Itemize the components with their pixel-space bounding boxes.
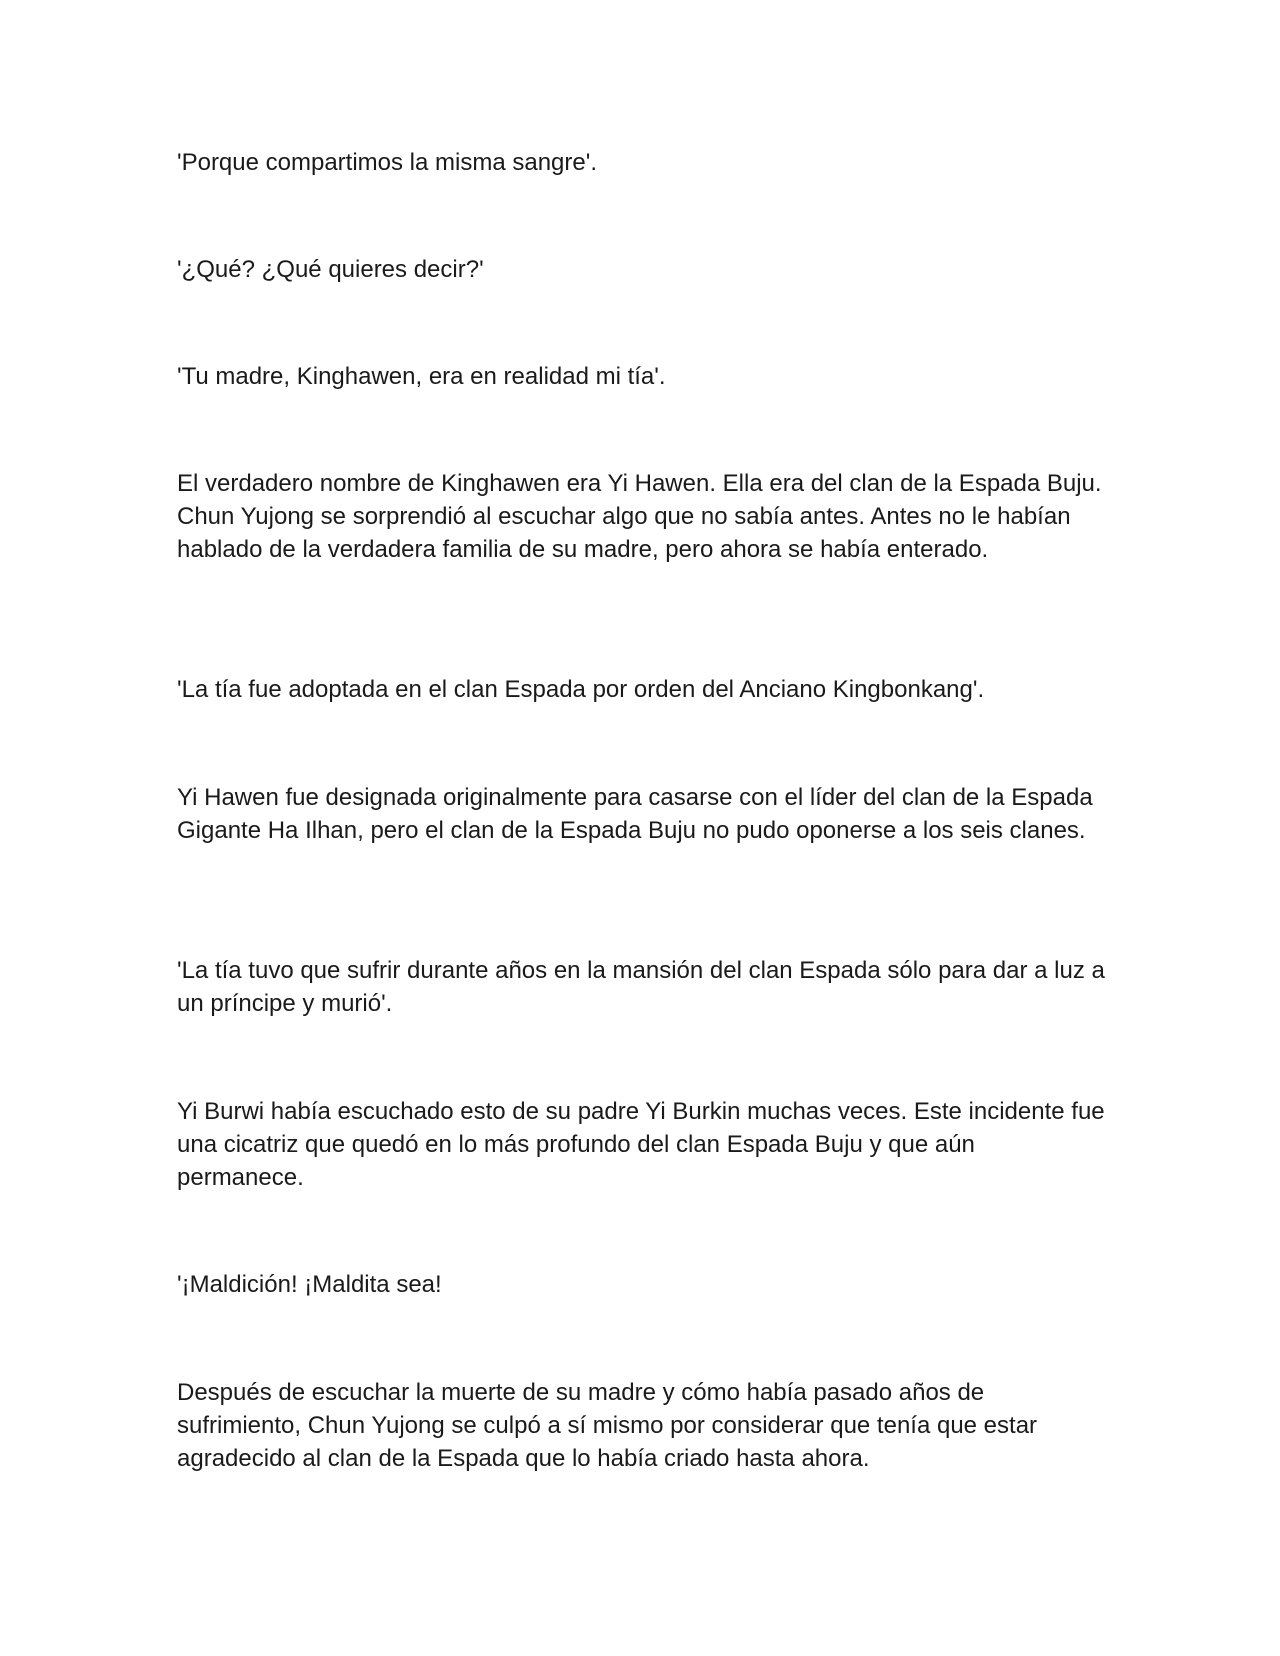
paragraph-8: Yi Burwi había escuchado esto de su padre Yi Burkin muchas veces. Este incidente fue una cicatriz que quedó en lo más profundo del clan Espada Buju y que aún permanece.	[177, 1098, 1105, 1191]
paragraph-10: Después de escuchar la muerte de su madre y cómo había pasado años de sufrimiento, Chun Yujong se culpó a sí mismo por considerar que tenía que estar agradecido al clan de la Espada que lo había criado hasta ahora.	[177, 1379, 1038, 1472]
paragraph-7: 'La tía tuvo que sufrir durante años en la mansión del clan Espada sólo para dar a luz a un príncipe y murió'.	[177, 957, 1105, 1017]
paragraph-6: Yi Hawen fue designada originalmente para casarse con el líder del clan de la Espada Gigante Ha Ilhan, pero el clan de la Espada Buju no pudo oponerse a los seis clanes.	[177, 784, 1093, 844]
paragraph-2: '¿Qué? ¿Qué quieres decir?'	[177, 256, 484, 283]
paragraph-9: '¡Maldición! ¡Maldita sea!	[177, 1271, 442, 1298]
paragraph-1: 'Porque compartimos la misma sangre'.	[177, 149, 597, 176]
paragraph-3: 'Tu madre, Kinghawen, era en realidad mi tía'.	[177, 363, 666, 390]
paragraph-5: 'La tía fue adoptada en el clan Espada por orden del Anciano Kingbonkang'.	[177, 676, 985, 703]
paragraph-4: El verdadero nombre de Kinghawen era Yi Hawen. Ella era del clan de la Espada Buju. Chun Yujong se sorprendió al escuchar algo que no sabía antes. Antes no le habían hablado de la verdadera familia de su madre, pero ahora se había enterado.	[177, 470, 1102, 563]
